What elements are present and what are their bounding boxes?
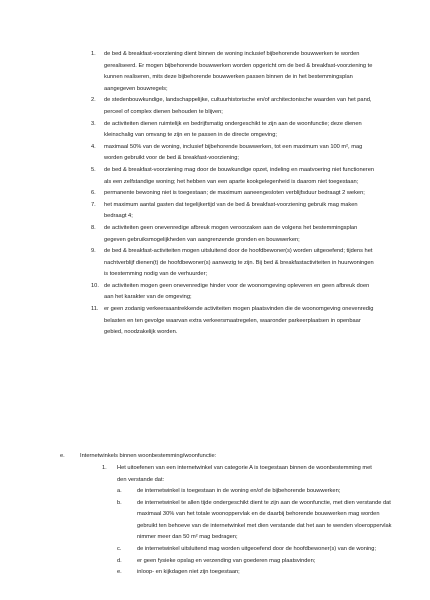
item-number: 9. [91,248,96,255]
section-title: Internetwinkels binnen woonbestemming/woonfunctie: [80,453,217,459]
item-text: de activiteiten mogen geen onevenredige hinder voor de woonomgeving opleveren en geen afbreuk doen aan het karakter van de omgeving; [104,282,370,301]
list-item [79,165,379,188]
sub-clause-text: Het uitoefenen van een internetwinkel van categorie A is toegestaan binnen de woonbestemming met den verstande dat: [117,465,372,483]
sub-clause-number: 1. [102,465,107,471]
item-number: 6. [91,190,96,197]
item-number: 3. [91,120,96,127]
item-number: 10. [91,282,99,289]
item-text: maximaal 50% van de woning, inclusief bijbehorende bouwwerken, tot een maximum van 100 m², mag worden gebruikt voor de bed & breakfast-voorziening; [104,143,363,162]
item-letter: e. [117,569,122,576]
list-item [117,567,397,579]
item-letter: a. [117,488,122,494]
item-number: 8. [91,224,96,231]
list-item [79,188,379,200]
list-item [79,304,379,339]
section-letter: e. [60,453,65,459]
item-text: de stedenbouwkundige, landschappelijke, cultuurhistorische en/of architectonische waarden van het pand, perceel of complex dienen behouden te blijven; [104,97,372,115]
list-item [79,142,379,165]
item-text: de internetwinkel is toegestaan in de woning en/of de bijbehorende bouwwerken; [137,488,341,494]
item-text: inloop- en kijkdagen niet zijn toegestaan; [137,569,240,576]
internet-shop-conditions-list [117,486,397,579]
list-item [79,200,379,223]
item-text: de internetwinkel te allen tijde ondergeschikt dient te zijn aan de woonfunctie, met dien verstande dat maximaal 30% van het totale woonoppervlak en de daarbij behorende bouwwerken mag worden gebruikt ten behoeve van de internetwinkel met dien verstande dat het aan te wenden vloeroppervlak nimmer meer dan 50 m² mag bedragen; [137,499,392,541]
item-number: 11. [91,306,99,313]
item-number: 1. [91,51,96,57]
item-letter: c. [117,545,122,552]
list-item [79,223,379,246]
list-item [117,498,397,544]
item-number: 4. [91,143,96,150]
list-item [117,486,397,498]
item-text: het maximum aantal gasten dat tegelijkertijd van de bed & breakfast-voorziening gebruik mag maken bedraagt 4; [104,201,358,220]
list-item [79,49,379,95]
item-text: de bed & breakfast-voorziening dient binnen de woning inclusief bijbehorende bouwwerken te worden gerealiseerd. Er mogen bijbehorende bouwwerken worden opgericht om de bed & breakfast-voorziening te kunnen realiseren, mits deze bijbehorende bouwwerken passen binnen de in het bestemmingsplan aangegeven bouwregels; [104,51,373,92]
item-number: 5. [91,166,96,173]
item-text: de activiteiten geen onevenredige afbreuk mogen veroorzaken aan de volgens het bestemmingsplan gegeven gebruiksmogelijkheden van aangrenzende gronden en bouwwerken; [104,224,358,243]
list-item [79,246,379,281]
item-letter: b. [117,499,122,506]
item-text: de activiteiten dienen ruimtelijk en bedrijfsmatig ondergeschikt te zijn aan de woonfunctie; deze dienen kleinschalig van omvang te zijn en te passen in de directe omgeving; [104,120,362,139]
list-item [79,281,379,304]
list-item [79,119,379,142]
item-text: de internetwinkel uitsluitend mag worden uitgeoefend door de hoofdbewoner(s) van de woning; [137,545,377,552]
conditions-list [79,49,379,339]
sub-clause [92,463,382,486]
list-item [117,544,397,556]
item-number: 7. [91,201,96,208]
item-letter: d. [117,557,122,564]
item-text: de bed & breakfast-activiteiten mogen uitsluitend door de hoofdbewoner(s) worden uitgeoefend; tijdens het nachtverblijf dienen(t) de hoofdbewoner(s) aanwezig te zijn. Bij bed & breakfastactiviteiten in huurwoningen is toestemming nodig van de verhuurder; [104,248,374,278]
item-text: er geen zodanig verkeersaantrekkende activiteiten mogen plaatsvinden die de woonomgeving onevenredig belasten en ten gevolge waarvan extra verkeersmaatregelen, waaronder parkeerplaatsen in openbaar gebied, noodzakelijk worden. [104,306,374,336]
item-text: permanente bewoning niet is toegestaan; de maximum aaneengesloten verblijfsduur bedraagt 2 weken; [104,190,365,197]
item-text: de bed & breakfast-voorziening mag door de bouwkundige opzet, indeling en maatvoering niet functioneren als een zelfstandige woning; het hebben van een aparte kookgelegenheid is daarom niet toegestaan; [104,166,375,185]
list-item [117,556,397,568]
item-text: er geen fysieke opslag en verzending van goederen mag plaatsvinden; [137,557,316,564]
item-number: 2. [91,97,96,104]
list-item [79,95,379,118]
